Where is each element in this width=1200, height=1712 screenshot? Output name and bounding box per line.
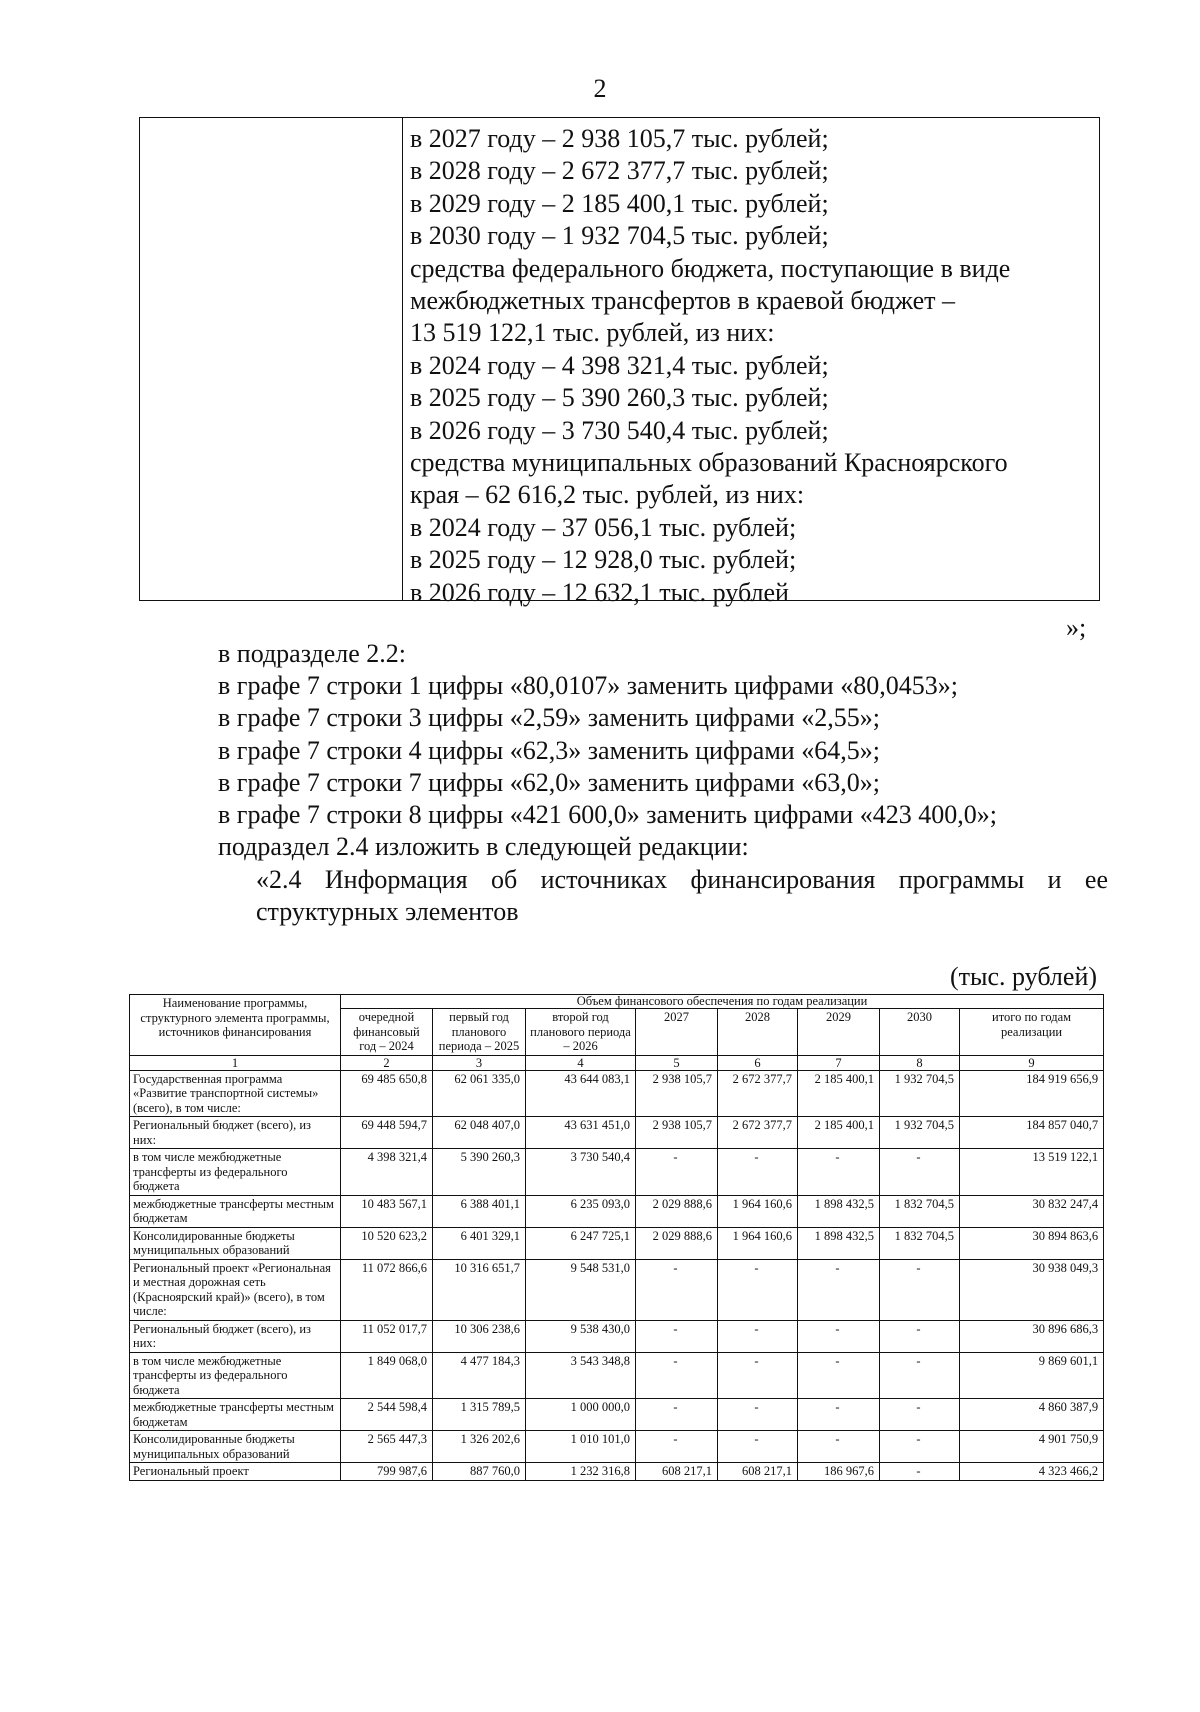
funding-line: в 2028 году – 2 672 377,7 тыс. рублей;: [410, 156, 829, 186]
value-cell: -: [636, 1431, 718, 1463]
value-cell: -: [880, 1352, 960, 1399]
value-cell: 1 010 101,0: [526, 1431, 636, 1463]
units-label: (тыс. рублей): [950, 962, 1098, 991]
value-cell: -: [718, 1431, 798, 1463]
funding-line: в 2024 году – 4 398 321,4 тыс. рублей;: [410, 350, 829, 380]
row-name-cell: Региональный проект: [130, 1463, 341, 1481]
value-cell: 13 519 122,1: [960, 1149, 1104, 1196]
value-cell: 184 857 040,7: [960, 1117, 1104, 1149]
value-cell: -: [636, 1320, 718, 1352]
value-cell: 2 029 888,6: [636, 1195, 718, 1227]
paragraph-line: в подразделе 2.2:: [218, 639, 407, 668]
table-row: [130, 1195, 1104, 1227]
value-cell: -: [718, 1320, 798, 1352]
value-cell: -: [798, 1399, 880, 1431]
value-cell: 43 644 083,1: [526, 1070, 636, 1117]
value-cell: 1 849 068,0: [341, 1352, 433, 1399]
table-row: [130, 1463, 1104, 1481]
value-cell: -: [636, 1259, 718, 1320]
value-cell: 1 964 160,6: [718, 1227, 798, 1259]
group-header: Объем финансового обеспечения по годам реализации: [341, 995, 1104, 1009]
value-cell: 2 029 888,6: [636, 1227, 718, 1259]
row-name-cell: Консолидированные бюджеты муниципальных образований: [130, 1431, 341, 1463]
column-header-2029: 2029: [798, 1009, 880, 1056]
paragraph-line: в графе 7 строки 8 цифры «421 600,0» заменить цифрами «423 400,0»;: [218, 800, 997, 830]
column-index: 2: [341, 1055, 433, 1070]
table-row: [130, 1070, 1104, 1117]
paragraph-line: в графе 7 строки 1 цифры «80,0107» заменить цифрами «80,0453»;: [218, 671, 958, 701]
funding-line: средства федерального бюджета, поступающие в виде: [410, 253, 1011, 283]
value-cell: 6 235 093,0: [526, 1195, 636, 1227]
funding-line: межбюджетных трансфертов в краевой бюджет –: [410, 286, 955, 316]
row-name-cell: Региональный проект «Региональная и местная дорожная сеть (Красноярский край)» (всего), в том числе:: [130, 1259, 341, 1320]
value-cell: -: [880, 1431, 960, 1463]
column-header-2024: очередной финансовый год – 2024: [341, 1009, 433, 1056]
value-cell: -: [880, 1399, 960, 1431]
row-name-cell: в том числе межбюджетные трансферты из федерального бюджета: [130, 1149, 341, 1196]
value-cell: -: [798, 1431, 880, 1463]
funding-line: в 2029 году – 2 185 400,1 тыс. рублей;: [410, 188, 829, 218]
value-cell: 10 306 238,6: [433, 1320, 526, 1352]
value-cell: 2 544 598,4: [341, 1399, 433, 1431]
column-index: 8: [880, 1055, 960, 1070]
funding-line: в 2026 году – 3 730 540,4 тыс. рублей;: [410, 415, 829, 445]
value-cell: -: [636, 1352, 718, 1399]
value-cell: 3 543 348,8: [526, 1352, 636, 1399]
amendment-paragraph: [218, 638, 997, 863]
column-header-2027: 2027: [636, 1009, 718, 1056]
value-cell: 9 548 531,0: [526, 1259, 636, 1320]
value-cell: 9 869 601,1: [960, 1352, 1104, 1399]
value-cell: -: [636, 1399, 718, 1431]
value-cell: 887 760,0: [433, 1463, 526, 1481]
column-header-2030: 2030: [880, 1009, 960, 1056]
value-cell: -: [718, 1399, 798, 1431]
column-index: 5: [636, 1055, 718, 1070]
funding-line: в 2025 году – 12 928,0 тыс. рублей;: [410, 545, 797, 575]
value-cell: 799 987,6: [341, 1463, 433, 1481]
value-cell: 30 894 863,6: [960, 1227, 1104, 1259]
funding-line: в 2025 году – 5 390 260,3 тыс. рублей;: [410, 383, 829, 413]
value-cell: 1 898 432,5: [798, 1195, 880, 1227]
value-cell: 5 390 260,3: [433, 1149, 526, 1196]
column-index: 9: [960, 1055, 1104, 1070]
value-cell: 1 832 704,5: [880, 1195, 960, 1227]
value-cell: 1 898 432,5: [798, 1227, 880, 1259]
value-cell: -: [636, 1149, 718, 1196]
value-cell: 1 326 202,6: [433, 1431, 526, 1463]
value-cell: 2 938 105,7: [636, 1070, 718, 1117]
table-row: [130, 1259, 1104, 1320]
value-cell: -: [718, 1352, 798, 1399]
table-row: [130, 1227, 1104, 1259]
column-index: 4: [526, 1055, 636, 1070]
value-cell: 2 938 105,7: [636, 1117, 718, 1149]
section-heading: [256, 864, 1108, 928]
value-cell: 6 388 401,1: [433, 1195, 526, 1227]
value-cell: 2 672 377,7: [718, 1117, 798, 1149]
value-cell: 1 932 704,5: [880, 1070, 960, 1117]
value-cell: -: [798, 1320, 880, 1352]
value-cell: 186 967,6: [798, 1463, 880, 1481]
value-cell: 3 730 540,4: [526, 1149, 636, 1196]
table-row: [130, 1320, 1104, 1352]
value-cell: 30 896 686,3: [960, 1320, 1104, 1352]
value-cell: -: [718, 1259, 798, 1320]
value-cell: 1 315 789,5: [433, 1399, 526, 1431]
value-cell: -: [718, 1149, 798, 1196]
row-name-cell: межбюджетные трансферты местным бюджетам: [130, 1195, 341, 1227]
value-cell: -: [880, 1320, 960, 1352]
value-cell: 4 901 750,9: [960, 1431, 1104, 1463]
row-name-cell: Региональный бюджет (всего), из них:: [130, 1117, 341, 1149]
column-index: 3: [433, 1055, 526, 1070]
funding-line: в 2026 году – 12 632,1 тыс. рублей: [410, 577, 789, 607]
funding-box-right-cell: [402, 123, 1099, 609]
column-index-row: [130, 1055, 1104, 1070]
closing-quote: »;: [1066, 613, 1087, 642]
table-row: [130, 1117, 1104, 1149]
value-cell: 43 631 451,0: [526, 1117, 636, 1149]
value-cell: 184 919 656,9: [960, 1070, 1104, 1117]
column-index: 7: [798, 1055, 880, 1070]
column-header-name: Наименование программы, структурного элемента программы, источников финансирования: [130, 995, 341, 1056]
value-cell: 10 520 623,2: [341, 1227, 433, 1259]
value-cell: -: [798, 1259, 880, 1320]
value-cell: 608 217,1: [718, 1463, 798, 1481]
funding-box: [139, 117, 1100, 607]
value-cell: 4 860 387,9: [960, 1399, 1104, 1431]
value-cell: 10 316 651,7: [433, 1259, 526, 1320]
page-number: 2: [593, 74, 607, 103]
financing-table: [129, 994, 1104, 1481]
column-header-total: итого по годам реализации: [960, 1009, 1104, 1056]
value-cell: -: [880, 1463, 960, 1481]
value-cell: 10 483 567,1: [341, 1195, 433, 1227]
column-header-2025: первый год планового периода – 2025: [433, 1009, 526, 1056]
value-cell: 2 185 400,1: [798, 1070, 880, 1117]
value-cell: 1 000 000,0: [526, 1399, 636, 1431]
table-row: [130, 1399, 1104, 1431]
value-cell: -: [798, 1149, 880, 1196]
value-cell: 4 398 321,4: [341, 1149, 433, 1196]
value-cell: 2 185 400,1: [798, 1117, 880, 1149]
value-cell: 608 217,1: [636, 1463, 718, 1481]
row-name-cell: Консолидированные бюджеты муниципальных образований: [130, 1227, 341, 1259]
value-cell: -: [798, 1352, 880, 1399]
value-cell: 4 477 184,3: [433, 1352, 526, 1399]
value-cell: 69 485 650,8: [341, 1070, 433, 1117]
value-cell: 6 401 329,1: [433, 1227, 526, 1259]
section-heading-line2: структурных элементов: [256, 897, 519, 926]
value-cell: 69 448 594,7: [341, 1117, 433, 1149]
funding-line: в 2027 году – 2 938 105,7 тыс. рублей;: [410, 124, 829, 153]
column-header-2028: 2028: [718, 1009, 798, 1056]
funding-line: края – 62 616,2 тыс. рублей, из них:: [410, 480, 805, 510]
value-cell: 62 048 407,0: [433, 1117, 526, 1149]
value-cell: 2 565 447,3: [341, 1431, 433, 1463]
value-cell: 11 052 017,7: [341, 1320, 433, 1352]
table-row: [130, 1431, 1104, 1463]
column-index: 6: [718, 1055, 798, 1070]
value-cell: 62 061 335,0: [433, 1070, 526, 1117]
funding-line: 13 519 122,1 тыс. рублей, из них:: [410, 318, 775, 348]
column-index: 1: [130, 1055, 341, 1070]
paragraph-line: подраздел 2.4 изложить в следующей редакции:: [218, 832, 749, 862]
value-cell: 1 832 704,5: [880, 1227, 960, 1259]
value-cell: 30 832 247,4: [960, 1195, 1104, 1227]
value-cell: 2 672 377,7: [718, 1070, 798, 1117]
row-name-cell: Региональный бюджет (всего), из них:: [130, 1320, 341, 1352]
value-cell: 4 323 466,2: [960, 1463, 1104, 1481]
value-cell: 11 072 866,6: [341, 1259, 433, 1320]
value-cell: 1 964 160,6: [718, 1195, 798, 1227]
row-name-cell: Государственная программа «Развитие транспортной системы» (всего), в том числе:: [130, 1070, 341, 1117]
value-cell: 6 247 725,1: [526, 1227, 636, 1259]
paragraph-line: в графе 7 строки 4 цифры «62,3» заменить цифрами «64,5»;: [218, 735, 880, 765]
table-row: [130, 1352, 1104, 1399]
row-name-cell: межбюджетные трансферты местным бюджетам: [130, 1399, 341, 1431]
column-header-2026: второй год планового периода – 2026: [526, 1009, 636, 1056]
value-cell: -: [880, 1259, 960, 1320]
funding-line: средства муниципальных образований Красноярского: [410, 448, 1008, 478]
value-cell: 1 232 316,8: [526, 1463, 636, 1481]
value-cell: 1 932 704,5: [880, 1117, 960, 1149]
paragraph-line: в графе 7 строки 3 цифры «2,59» заменить цифрами «2,55»;: [218, 703, 880, 733]
funding-box-left-cell: [140, 118, 403, 600]
value-cell: 9 538 430,0: [526, 1320, 636, 1352]
value-cell: -: [880, 1149, 960, 1196]
paragraph-line: в графе 7 строки 7 цифры «62,0» заменить цифрами «63,0»;: [218, 767, 880, 797]
funding-line: в 2024 году – 37 056,1 тыс. рублей;: [410, 512, 797, 542]
table-row: [130, 1149, 1104, 1196]
value-cell: 30 938 049,3: [960, 1259, 1104, 1320]
section-heading-line1: «2.4 Информация об источниках финансирования программы и ее: [256, 865, 1108, 894]
funding-line: в 2030 году – 1 932 704,5 тыс. рублей;: [410, 221, 829, 251]
row-name-cell: в том числе межбюджетные трансферты из федерального бюджета: [130, 1352, 341, 1399]
